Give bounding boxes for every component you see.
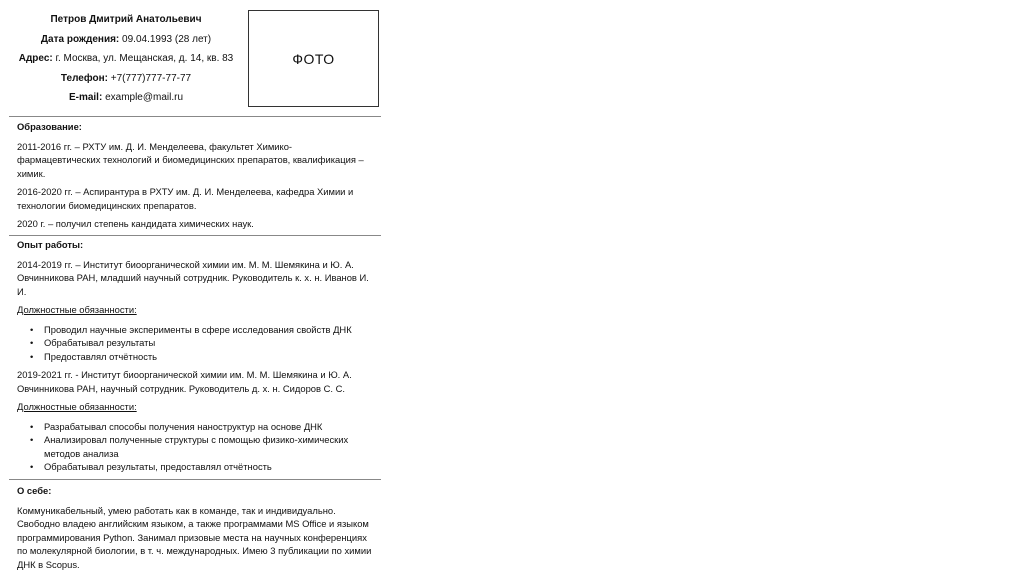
address-value: г. Москва, ул. Мещанская, д. 14, кв. 83	[52, 53, 234, 64]
about-section	[17, 484, 374, 576]
duty-item: • Разрабатывал способы получения наноструктур на основе ДНК	[44, 420, 374, 434]
full-name: Петров Дмитрий Анатольевич	[50, 14, 202, 25]
email-label: E-mail:	[68, 92, 103, 103]
job-description: 2014-2019 гг. – Институт биоорганической химии им. М. М. Шемякина и Ю. А. Овчинникова РАН, младший научный сотрудник. Руководитель к. х. н. Иванов И. И.	[17, 258, 369, 297]
duties-label: Должностные обязанности:	[17, 401, 137, 412]
birth-date-value: 09.04.1993 (28 лет)	[119, 33, 212, 45]
personal-info	[8, 10, 244, 108]
education-item: 2020 г. – получил степень кандидата химических наук.	[17, 218, 254, 229]
divider-experience	[9, 235, 381, 236]
education-title: Образование:	[17, 121, 82, 132]
divider-about	[9, 479, 381, 480]
experience-section	[17, 238, 374, 479]
job-description: 2019-2021 гг. - Институт биоорганической химии им. М. М. Шемякина и Ю. А. Овчинникова РАН, научный сотрудник. Руководитель д. х. н. Сидоров С. С.	[17, 369, 352, 394]
duty-item: • Предоставлял отчётность	[44, 350, 374, 364]
about-text: Коммуникабельный, умею работать как в команде, так и индивидуально. Свободно владею английским языком, а также программами MS Office и языком программирования Python. Занимал призовые места на научных конференциях по молекулярной биологии, в т. ч. международных. Имею 3 публикации по химии ДНК в Scopus.	[17, 504, 372, 570]
duty-item: • Проводил научные эксперименты в сфере исследования свойств ДНК	[44, 323, 374, 337]
address-label: Адрес:	[18, 53, 53, 64]
duties-list	[17, 323, 374, 364]
duty-item: • Анализировал полученные структуры с помощью физико-химических методов анализа	[44, 433, 374, 460]
birth-date-line	[8, 30, 244, 50]
divider-education	[9, 116, 381, 117]
photo-placeholder	[248, 10, 379, 107]
education-item: 2016-2020 гг. – Аспирантура в РХТУ им. Д. И. Менделеева, кафедра Химии и технологии биомедицинских препаратов.	[17, 186, 354, 211]
birth-date-label: Дата рождения:	[40, 33, 120, 45]
duties-label: Должностные обязанности:	[17, 304, 137, 315]
address-line	[8, 49, 244, 69]
duty-item: • Обрабатывал результаты, предоставлял отчётность	[44, 460, 374, 474]
email-value: example@mail.ru	[102, 92, 184, 103]
about-title: О себе:	[17, 485, 52, 496]
education-section	[17, 120, 374, 236]
phone-value: +7(777)777-77-77	[107, 72, 192, 84]
experience-title: Опыт работы:	[17, 239, 84, 250]
email-line	[8, 88, 244, 108]
photo-label: ФОТО	[292, 50, 335, 67]
duties-list	[17, 420, 374, 474]
phone-line	[8, 69, 244, 89]
duty-item: • Обрабатывал результаты	[44, 336, 374, 350]
education-item: 2011-2016 гг. – РХТУ им. Д. И. Менделеева, факультет Химико-фармацевтических технологий и биомедицинских препаратов, квалификация – химик.	[17, 140, 364, 179]
phone-label: Телефон:	[60, 72, 108, 84]
